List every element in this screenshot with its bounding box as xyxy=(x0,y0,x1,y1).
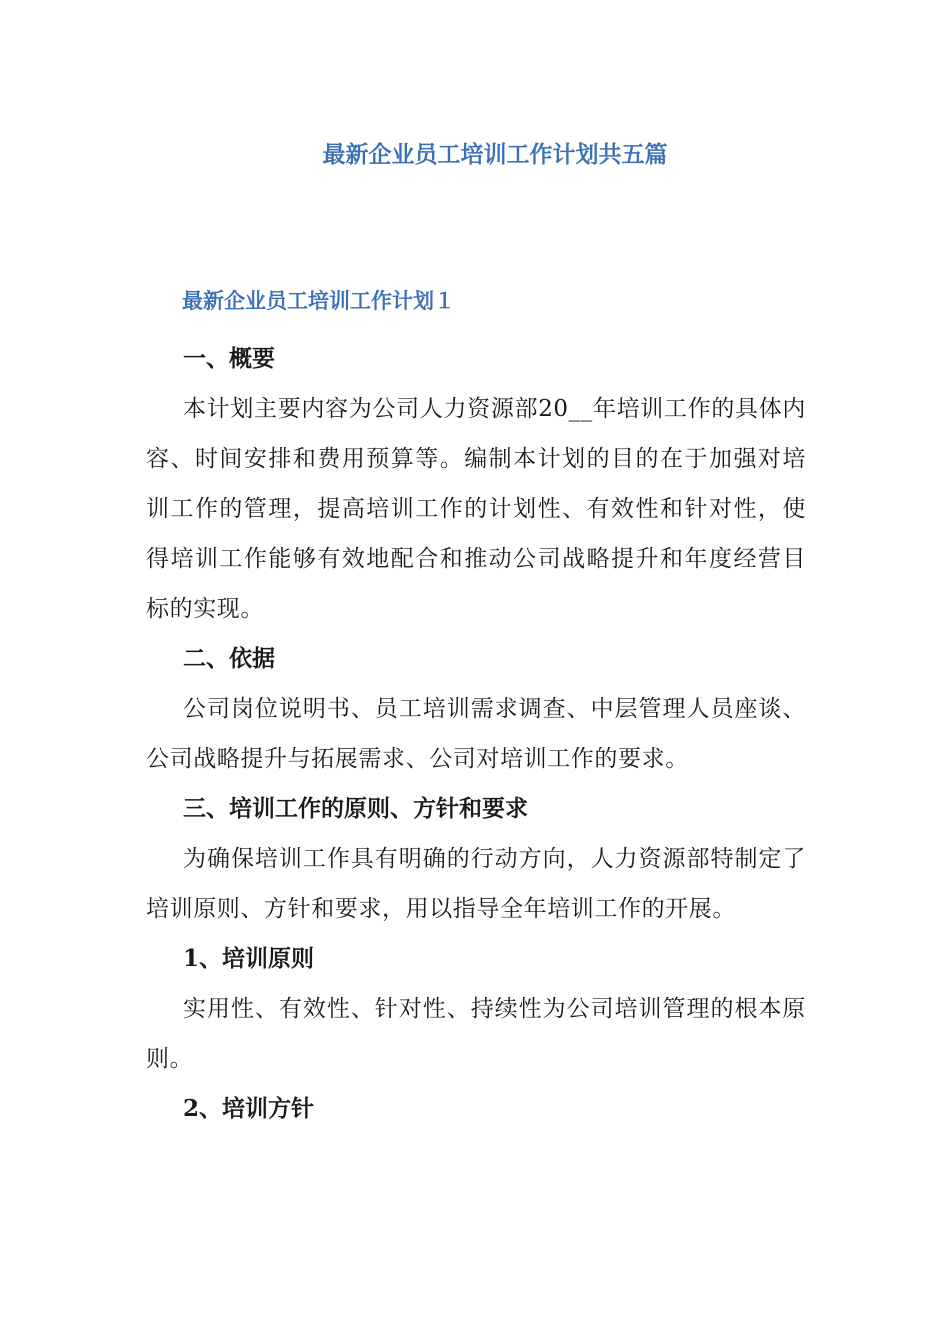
section-subtitle: 最新企业员工培训工作计划１ xyxy=(182,289,455,313)
heading-principles: 三、培训工作的原则、方针和要求 xyxy=(183,795,528,822)
paragraph-basis: 公司岗位说明书、员工培训需求调查、中层管理人员座谈、公司战略提升与拓展需求、公司对培训工作的要求。 xyxy=(146,696,806,772)
paragraph-principles: 为确保培训工作具有明确的行动方向，人力资源部特制定了培训原则、方针和要求，用以指导全年培训工作的开展。 xyxy=(146,846,806,922)
paragraph-training-principles: 实用性、有效性、针对性、持续性为公司培训管理的根本原则。 xyxy=(146,996,806,1072)
heading-overview: 一、概要 xyxy=(183,345,275,372)
document-title: 最新企业员工培训工作计划共五篇 xyxy=(322,142,668,168)
heading-training-principles: 1、培训原则 xyxy=(183,945,315,972)
heading-training-policy: 2、培训方针 xyxy=(183,1095,315,1122)
paragraph-overview: 本计划主要内容为公司人力资源部20__年培训工作的具体内容、时间安排和费用预算等。编制本计划的目的在于加强对培训工作的管理，提高培训工作的计划性、有效性和针对性，使得培训工作能够有效地配合和推动公司战略提升和年度经营目标的实现。 xyxy=(146,396,806,622)
document-body xyxy=(146,334,806,1134)
heading-basis: 二、依据 xyxy=(183,645,275,672)
